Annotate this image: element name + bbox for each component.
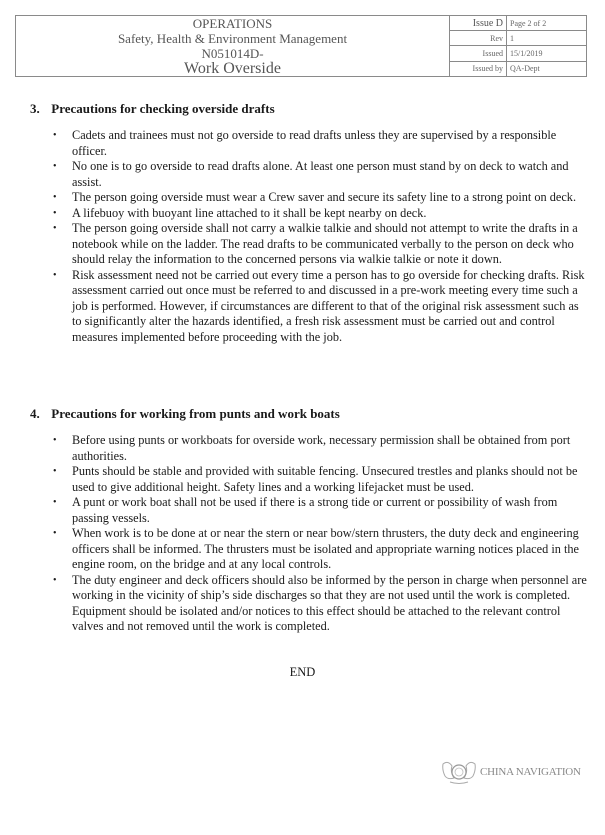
bullet-icon: • <box>53 223 57 234</box>
list-item-text: The duty engineer and deck officers should also be informed by the person in charge when personnel are working in the vicinity of ship’s side discharges so that they are not used until the work is completed. Equipment should be isolated and/or notices to this effect should be attached to the relevant control valves and not removed until the work is completed. <box>72 572 587 633</box>
list-item <box>0 464 605 495</box>
company-logo <box>440 758 581 786</box>
bullet-icon: • <box>53 192 57 203</box>
section-title: Precautions for checking overside drafts <box>51 101 275 116</box>
meta-label: Rev <box>450 31 507 46</box>
list-item <box>0 433 605 464</box>
list-item-text: No one is to go overside to read drafts alone. At least one person must stand by on deck to watch and assist. <box>72 159 569 189</box>
list-item <box>0 128 605 159</box>
list-item <box>0 268 605 346</box>
list-item-text: The person going overside must wear a Crew saver and secure its safety line to a strong point on deck. <box>72 190 577 204</box>
meta-row <box>450 46 586 61</box>
bullet-icon: • <box>53 435 57 446</box>
meta-label: Issue D <box>450 16 507 31</box>
bullet-icon: • <box>53 207 57 219</box>
list-item-text: A lifebuoy with buoyant line attached to it shall be kept nearby on deck. <box>72 205 427 220</box>
list-item <box>0 206 605 222</box>
document-header <box>15 15 587 77</box>
header-title-block <box>16 16 450 76</box>
meta-row <box>450 31 586 46</box>
bullet-icon: • <box>53 161 57 172</box>
list-item-text: A punt or work boat shall not be used if there is a strong tide or current or possibility of wash from passing vessels. <box>72 495 558 525</box>
bullet-icon: • <box>53 466 57 477</box>
company-crest-icon <box>440 758 478 786</box>
bullet-icon: • <box>53 574 57 586</box>
bullet-list <box>0 433 605 635</box>
meta-value: 15/1/2019 <box>507 46 587 61</box>
list-item <box>0 159 605 190</box>
list-item-text: Before using punts or workboats for overside work, necessary permission shall be obtained from port authorities. <box>72 433 571 463</box>
bullet-icon: • <box>53 269 57 281</box>
list-item-text: Punts should be stable and provided with suitable fencing. Unsecured trestles and planks should not be used to give additional height. Safety lines and a working lifejacket must be used. <box>72 464 578 494</box>
list-item <box>0 526 605 573</box>
meta-row <box>450 16 586 31</box>
header-meta-table <box>450 16 586 76</box>
header-department: OPERATIONS <box>192 16 273 31</box>
list-item-text: The person going overside shall not carry a walkie talkie and should not attempt to write the drafts in a notebook while on the ladder. The read drafts to be communicated verbally to the person on deck who should relay the information to the concerned persons via walkie talkie or note it down. <box>72 221 578 266</box>
section-heading <box>30 406 340 422</box>
list-item <box>0 495 605 526</box>
list-item <box>0 190 605 206</box>
header-doc-code: N051014D- <box>201 46 264 61</box>
section-number: 3. <box>30 101 40 116</box>
section-number: 4. <box>30 406 40 421</box>
header-title: Work Overside <box>184 60 281 77</box>
section-title: Precautions for working from punts and work boats <box>51 406 340 421</box>
list-item <box>0 221 605 268</box>
bullet-list <box>0 128 605 345</box>
list-item-text: When work is to be done at or near the stern or near bow/stern thrusters, the duty deck and engineering officers shall be informed. The thrusters must be isolated and appropriate warning notices placed in the engine room, on the bridge and at any local controls. <box>72 526 579 571</box>
list-item <box>0 573 605 635</box>
end-marker: END <box>289 665 316 679</box>
section-heading <box>30 101 275 117</box>
header-system: Safety, Health & Environment Management <box>117 31 348 46</box>
bullet-icon: • <box>53 497 57 508</box>
meta-value: 1 <box>507 31 587 46</box>
list-item-text: Cadets and trainees must not go overside to read drafts unless they are supervised by a responsible officer. <box>72 128 557 158</box>
list-item-text: Risk assessment need not be carried out every time a person has to go overside for checking drafts. Risk assessment carried out once must be referred to and discussed in a pre-work meeting every time such a job is performed. However, if circumstances are different to that of the original risk assessment such as to significantly alter the hazards identified, a fresh risk assessment must be carried out and control measures implemented before proceeding with the job. <box>72 267 585 344</box>
meta-value: QA-Dept <box>510 64 540 74</box>
meta-label: Issued <box>450 46 507 61</box>
meta-row <box>450 61 586 76</box>
meta-label: Issued by <box>450 61 507 76</box>
bullet-icon: • <box>53 528 57 539</box>
meta-value: Page 2 of 2 <box>507 16 587 31</box>
bullet-icon: • <box>53 130 57 141</box>
company-name: CHINA NAVIGATION <box>480 766 581 778</box>
